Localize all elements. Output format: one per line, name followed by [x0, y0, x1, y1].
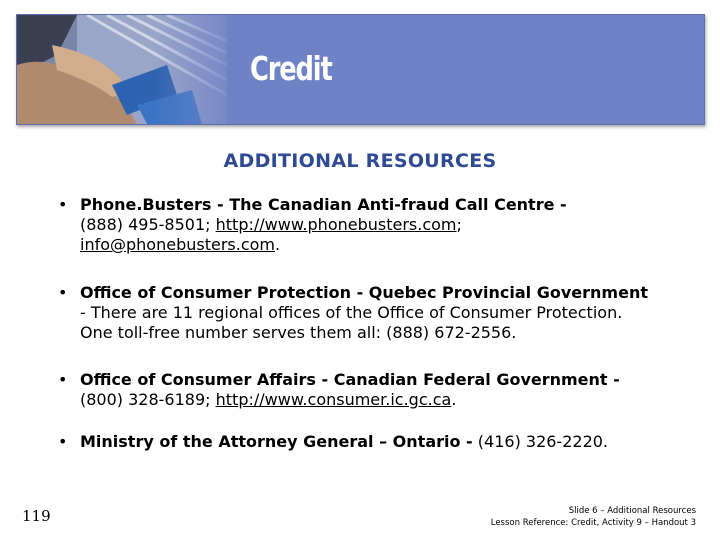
resource-title: Phone.Busters - The Canadian Anti-fraud Call Centre - — [80, 195, 567, 214]
resource-email-link[interactable]: info@phonebusters.com — [80, 235, 275, 254]
resource-phone: (888) 495-8501; — [80, 215, 211, 234]
header-banner — [16, 14, 705, 125]
resource-item-consumer-protection — [58, 283, 688, 343]
resource-detail: One toll-free number serves them all: (888) 672-2556. — [80, 323, 517, 342]
resource-phone: (800) 328-6189; — [80, 390, 211, 409]
resource-end: . — [451, 390, 457, 409]
bullet-icon: • — [58, 370, 68, 389]
resource-title: Ministry of the Attorney General – Ontario - — [80, 432, 473, 451]
resource-title: Office of Consumer Affairs - Canadian Federal Government - — [80, 370, 620, 389]
resource-item-phonebusters — [58, 195, 688, 255]
resource-detail: - There are 11 regional offices of the Office of Consumer Protection. — [80, 303, 623, 322]
resource-separator: ; — [456, 215, 462, 234]
photo-fade — [152, 15, 242, 124]
resource-item-consumer-affairs — [58, 370, 688, 410]
resource-end: . — [275, 235, 281, 254]
resource-phone: (416) 326-2220. — [477, 432, 609, 451]
resource-title: Office of Consumer Protection - Quebec Provincial Government — [80, 283, 648, 302]
banner-title: Credit — [250, 49, 332, 88]
slide-reference: Slide 6 – Additional Resources — [568, 506, 696, 516]
page-number: 119 — [22, 507, 51, 525]
slide-footer — [491, 505, 696, 529]
bullet-icon: • — [58, 195, 68, 214]
lesson-reference: Lesson Reference: Credit, Activity 9 – Handout 3 — [490, 518, 696, 528]
resource-url-link[interactable]: http://www.consumer.ic.gc.ca — [215, 390, 452, 409]
resource-url-link[interactable]: http://www.phonebusters.com — [215, 215, 457, 234]
bullet-icon: • — [58, 283, 68, 302]
bullet-icon: • — [58, 432, 68, 451]
resource-item-attorney-general — [58, 432, 688, 452]
page-title: ADDITIONAL RESOURCES — [223, 150, 497, 172]
